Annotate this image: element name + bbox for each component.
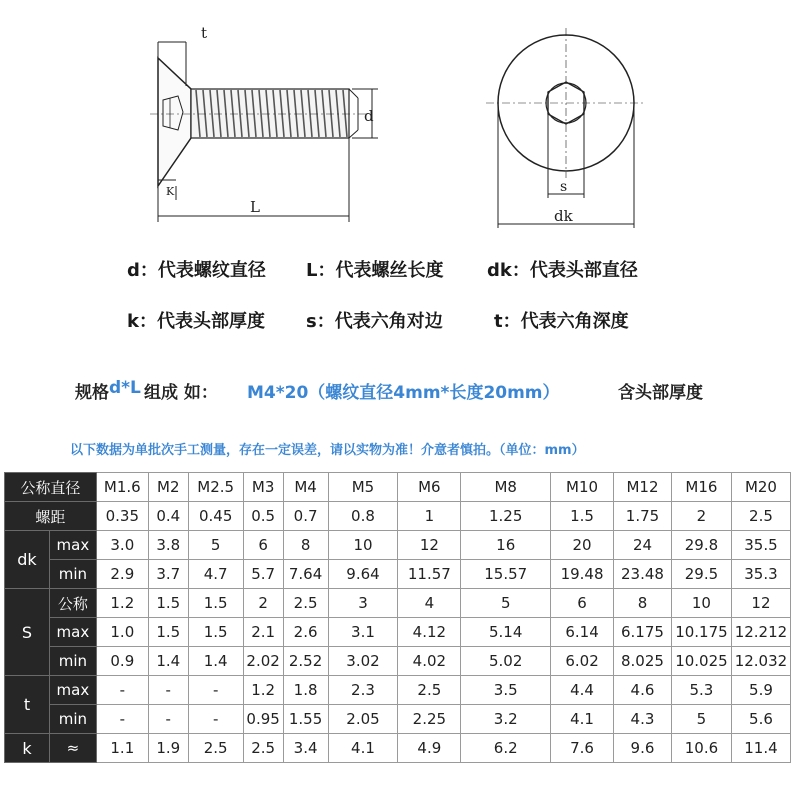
pitch-cell: 0.8 (328, 502, 398, 531)
value-cell: 4 (398, 589, 461, 618)
value-cell: - (188, 676, 243, 705)
value-cell: 3.5 (461, 676, 551, 705)
spec-example: M4*20（螺纹直径4mm*长度20mm） (247, 383, 560, 403)
value-cell: 8.025 (614, 647, 672, 676)
value-cell: 8 (614, 589, 672, 618)
s-label: s (560, 179, 568, 195)
value-cell: 0.9 (96, 647, 148, 676)
pitch-cell: 0.4 (148, 502, 188, 531)
value-cell: 6 (551, 589, 614, 618)
value-cell: - (96, 676, 148, 705)
size-header-cell: M5 (328, 473, 398, 502)
value-cell: 6 (243, 531, 283, 560)
size-header-cell: M1.6 (96, 473, 148, 502)
value-cell: 4.4 (551, 676, 614, 705)
value-cell: 1.8 (283, 676, 328, 705)
table-row (5, 734, 791, 763)
value-cell: 6.2 (461, 734, 551, 763)
value-cell: 2.5 (188, 734, 243, 763)
value-cell: - (188, 705, 243, 734)
pitch-cell: 0.35 (96, 502, 148, 531)
legend-k: k：代表头部厚度 (127, 311, 265, 332)
legend-s: s：代表六角对边 (306, 311, 443, 332)
spec-prefix: 规格 (75, 383, 109, 403)
pitch-label: 螺距 (5, 502, 97, 531)
value-cell: 11.57 (398, 560, 461, 589)
table-row (5, 589, 791, 618)
value-cell: 5 (188, 531, 243, 560)
group-label: t (5, 676, 50, 734)
value-cell: 8 (283, 531, 328, 560)
k-label: K (166, 185, 175, 198)
legend-t: t：代表六角深度 (494, 311, 629, 332)
value-cell: 4.1 (551, 705, 614, 734)
value-cell: 6.14 (551, 618, 614, 647)
value-cell: 10.025 (671, 647, 731, 676)
value-cell: 29.8 (671, 531, 731, 560)
group-label: dk (5, 531, 50, 589)
value-cell: 1.0 (96, 618, 148, 647)
size-header-cell: M16 (671, 473, 731, 502)
value-cell: 9.6 (614, 734, 672, 763)
spec-suffix: 含头部厚度 (618, 383, 703, 403)
value-cell: 3.0 (96, 531, 148, 560)
value-cell: 2.5 (283, 589, 328, 618)
value-cell: 2.5 (398, 676, 461, 705)
pitch-cell: 1 (398, 502, 461, 531)
table-header-row (5, 473, 791, 502)
pitch-cell: 1.5 (551, 502, 614, 531)
value-cell: 5.3 (671, 676, 731, 705)
pitch-cell: 0.7 (283, 502, 328, 531)
value-cell: 1.55 (283, 705, 328, 734)
dk-label: dk (554, 207, 573, 225)
sub-label: max (49, 531, 96, 560)
value-cell: 4.12 (398, 618, 461, 647)
sub-label: ≈ (49, 734, 96, 763)
pitch-cell: 0.5 (243, 502, 283, 531)
value-cell: 10.6 (671, 734, 731, 763)
value-cell: 4.6 (614, 676, 672, 705)
value-cell: 4.02 (398, 647, 461, 676)
screw-diagram (0, 0, 791, 240)
table-row (5, 502, 791, 531)
value-cell: 2.05 (328, 705, 398, 734)
value-cell: 15.57 (461, 560, 551, 589)
value-cell: 4.1 (328, 734, 398, 763)
pitch-cell: 2 (671, 502, 731, 531)
value-cell: 10 (671, 589, 731, 618)
value-cell: 2.6 (283, 618, 328, 647)
value-cell: 12 (731, 589, 790, 618)
spec-table (4, 472, 791, 763)
top-view (486, 28, 646, 228)
value-cell: 7.64 (283, 560, 328, 589)
value-cell: 3.4 (283, 734, 328, 763)
value-cell: 2.3 (328, 676, 398, 705)
value-cell: 1.4 (148, 647, 188, 676)
value-cell: 6.02 (551, 647, 614, 676)
value-cell: 5.9 (731, 676, 790, 705)
value-cell: 3.1 (328, 618, 398, 647)
value-cell: 2.5 (243, 734, 283, 763)
sub-label: min (49, 647, 96, 676)
value-cell: 35.5 (731, 531, 790, 560)
value-cell: 12.212 (731, 618, 790, 647)
legend-d: d：代表螺纹直径 (127, 260, 266, 281)
d-label: d (364, 107, 374, 125)
size-header-cell: M12 (614, 473, 672, 502)
value-cell: - (148, 676, 188, 705)
spec-mid: 组成 如： (144, 383, 218, 403)
value-cell: 23.48 (614, 560, 672, 589)
pitch-cell: 1.75 (614, 502, 672, 531)
table-row (5, 560, 791, 589)
value-cell: - (148, 705, 188, 734)
spec-dl: d*L (109, 378, 141, 398)
value-cell: 10.175 (671, 618, 731, 647)
value-cell: 35.3 (731, 560, 790, 589)
value-cell: 20 (551, 531, 614, 560)
value-cell: 24 (614, 531, 672, 560)
value-cell: 16 (461, 531, 551, 560)
value-cell: 3.2 (461, 705, 551, 734)
value-cell: 1.9 (148, 734, 188, 763)
sub-label: max (49, 676, 96, 705)
value-cell: 2.52 (283, 647, 328, 676)
value-cell: 5.02 (461, 647, 551, 676)
value-cell: 2.9 (96, 560, 148, 589)
value-cell: 3 (328, 589, 398, 618)
group-label: S (5, 589, 50, 676)
value-cell: 2.02 (243, 647, 283, 676)
value-cell: 4.3 (614, 705, 672, 734)
value-cell: 2 (243, 589, 283, 618)
value-cell: 1.2 (243, 676, 283, 705)
pitch-cell: 2.5 (731, 502, 790, 531)
size-header-cell: M3 (243, 473, 283, 502)
value-cell: 5.6 (731, 705, 790, 734)
value-cell: 6.175 (614, 618, 672, 647)
size-header-cell: M2 (148, 473, 188, 502)
sub-label: 公称 (49, 589, 96, 618)
legend-l: L：代表螺丝长度 (306, 260, 444, 281)
value-cell: 1.5 (188, 589, 243, 618)
value-cell: 1.5 (188, 618, 243, 647)
value-cell: 19.48 (551, 560, 614, 589)
size-header-cell: M2.5 (188, 473, 243, 502)
table-row (5, 531, 791, 560)
value-cell: 10 (328, 531, 398, 560)
sub-label: max (49, 618, 96, 647)
group-label: k (5, 734, 50, 763)
value-cell: 0.95 (243, 705, 283, 734)
value-cell: 5.14 (461, 618, 551, 647)
table-row (5, 676, 791, 705)
value-cell: 29.5 (671, 560, 731, 589)
value-cell: 1.5 (148, 589, 188, 618)
value-cell: 3.8 (148, 531, 188, 560)
value-cell: 5 (461, 589, 551, 618)
table-row (5, 705, 791, 734)
sub-label: min (49, 705, 96, 734)
value-cell: 1.4 (188, 647, 243, 676)
value-cell: 11.4 (731, 734, 790, 763)
sub-label: min (49, 560, 96, 589)
table-row (5, 618, 791, 647)
value-cell: 3.02 (328, 647, 398, 676)
pitch-cell: 1.25 (461, 502, 551, 531)
value-cell: 5 (671, 705, 731, 734)
value-cell: 1.2 (96, 589, 148, 618)
value-cell: 12 (398, 531, 461, 560)
value-cell: 1.5 (148, 618, 188, 647)
value-cell: 9.64 (328, 560, 398, 589)
size-header-cell: M4 (283, 473, 328, 502)
value-cell: 4.9 (398, 734, 461, 763)
t-label: t (201, 24, 208, 42)
legend-dk: dk：代表头部直径 (487, 260, 638, 281)
value-cell: 4.7 (188, 560, 243, 589)
value-cell: 12.032 (731, 647, 790, 676)
size-header-cell: M20 (731, 473, 790, 502)
value-cell: 7.6 (551, 734, 614, 763)
value-cell: - (96, 705, 148, 734)
value-cell: 5.7 (243, 560, 283, 589)
table-row (5, 647, 791, 676)
l-label: L (250, 198, 260, 216)
value-cell: 3.7 (148, 560, 188, 589)
value-cell: 1.1 (96, 734, 148, 763)
size-header-cell: M8 (461, 473, 551, 502)
value-cell: 2.25 (398, 705, 461, 734)
size-header-cell: M6 (398, 473, 461, 502)
side-view (150, 42, 378, 222)
measurement-notice: 以下数据为单批次手工测量，存在一定误差，请以实物为准！介意者慎拍。（单位：mm） (70, 443, 585, 458)
nominal-diameter-header: 公称直径 (5, 473, 97, 502)
pitch-cell: 0.45 (188, 502, 243, 531)
size-header-cell: M10 (551, 473, 614, 502)
value-cell: 2.1 (243, 618, 283, 647)
